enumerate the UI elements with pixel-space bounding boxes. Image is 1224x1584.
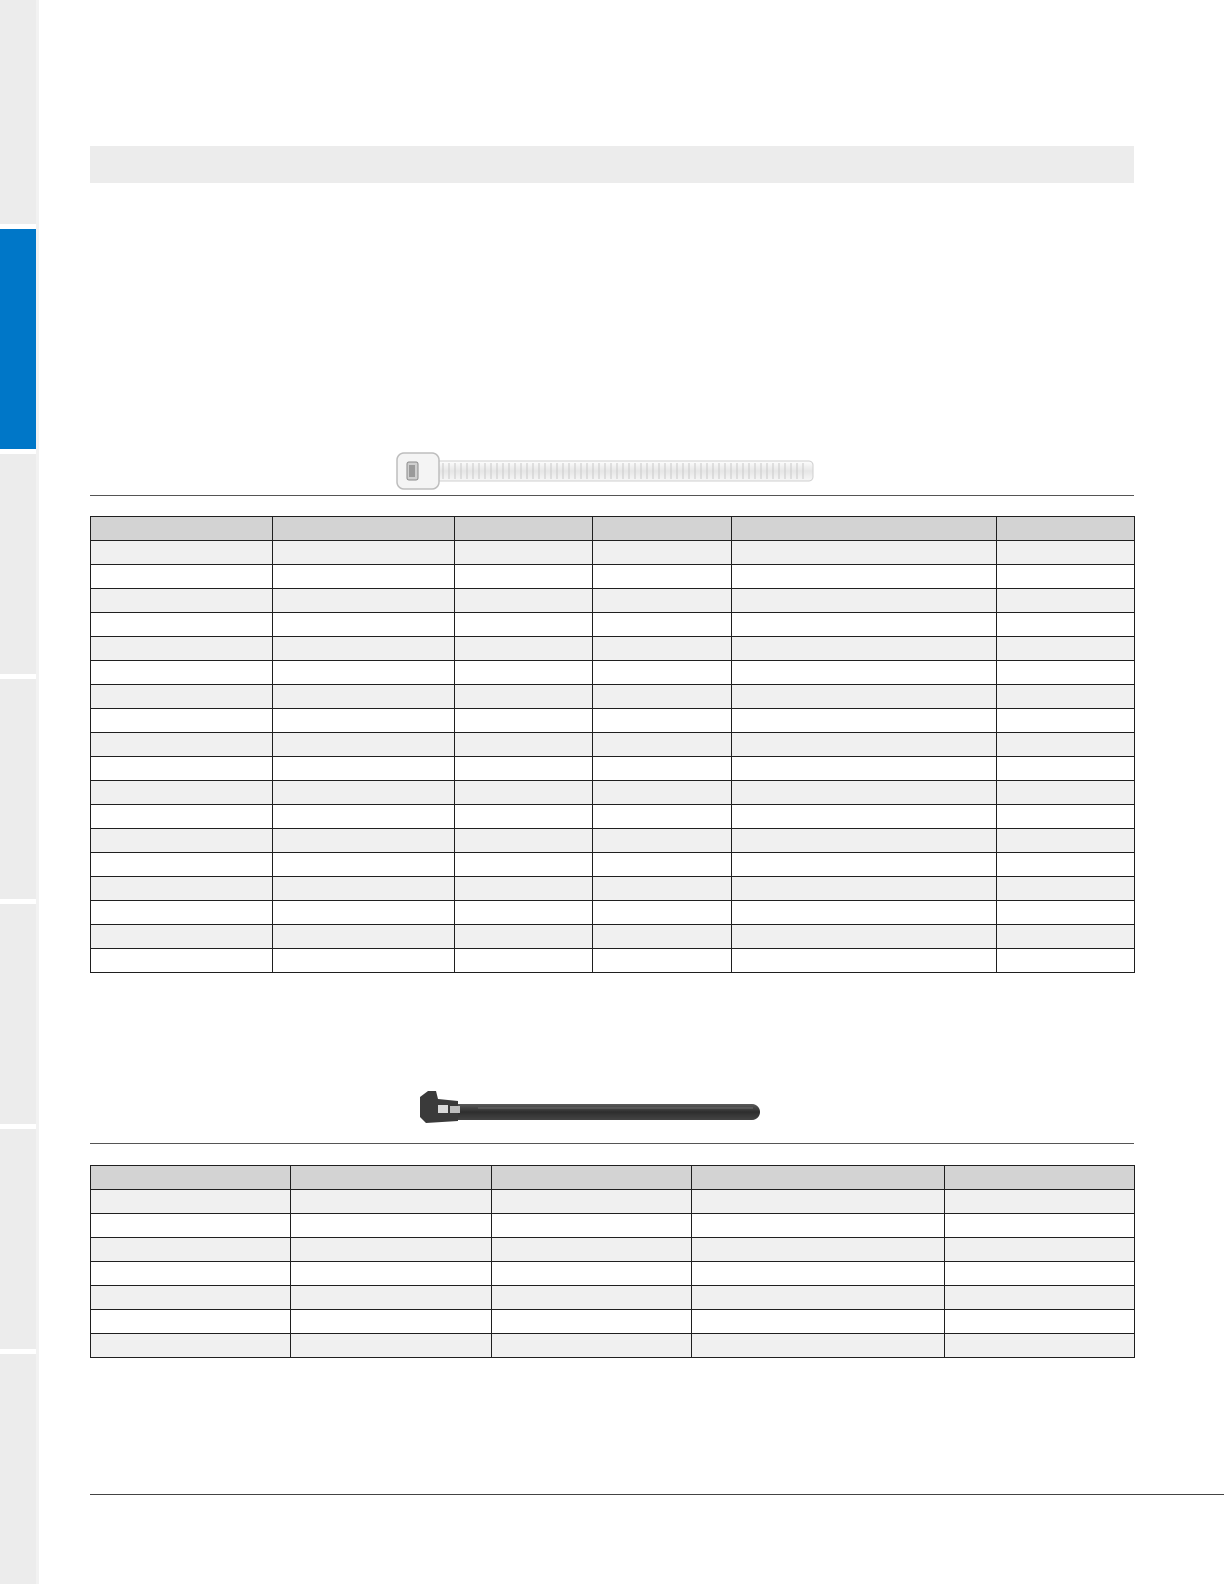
table-cell bbox=[273, 637, 455, 661]
table-cell bbox=[593, 877, 732, 901]
table-cell bbox=[997, 925, 1135, 949]
table-cell bbox=[997, 949, 1135, 973]
table-cell bbox=[997, 901, 1135, 925]
table-cell bbox=[997, 709, 1135, 733]
table-row bbox=[91, 781, 1135, 805]
table-cell bbox=[593, 685, 732, 709]
table-row bbox=[91, 829, 1135, 853]
table-cell bbox=[945, 1262, 1135, 1286]
column-header bbox=[492, 1166, 692, 1190]
table-row bbox=[91, 901, 1135, 925]
section-divider bbox=[90, 495, 1134, 496]
table-cell bbox=[273, 757, 455, 781]
table-cell bbox=[455, 733, 593, 757]
table-cell bbox=[91, 1190, 291, 1214]
table-cell bbox=[945, 1310, 1135, 1334]
table-cell bbox=[997, 877, 1135, 901]
table-cell bbox=[692, 1286, 945, 1310]
table-cell bbox=[945, 1238, 1135, 1262]
table-cell bbox=[593, 613, 732, 637]
table-cell bbox=[593, 829, 732, 853]
table-cell bbox=[91, 1238, 291, 1262]
table-cell bbox=[291, 1310, 492, 1334]
table-cell bbox=[997, 805, 1135, 829]
column-header bbox=[593, 517, 732, 541]
side-tab-edge bbox=[36, 0, 39, 1584]
column-header bbox=[291, 1166, 492, 1190]
table-row bbox=[91, 541, 1135, 565]
table-cell bbox=[91, 661, 273, 685]
table-cell bbox=[997, 613, 1135, 637]
table-cell bbox=[492, 1334, 692, 1358]
table-cell bbox=[997, 829, 1135, 853]
table-cell bbox=[91, 877, 273, 901]
table-cell bbox=[593, 805, 732, 829]
table-row bbox=[91, 877, 1135, 901]
table-cell bbox=[593, 733, 732, 757]
table-cell bbox=[273, 685, 455, 709]
table-cell bbox=[593, 637, 732, 661]
table-row bbox=[91, 1190, 1135, 1214]
column-header bbox=[455, 517, 593, 541]
table-cell bbox=[593, 781, 732, 805]
table-cell bbox=[692, 1238, 945, 1262]
table-cell bbox=[273, 877, 455, 901]
table-cell bbox=[455, 829, 593, 853]
table-cell bbox=[492, 1310, 692, 1334]
table-cell bbox=[997, 637, 1135, 661]
table-cell bbox=[732, 709, 997, 733]
table-cell bbox=[455, 589, 593, 613]
table-row bbox=[91, 805, 1135, 829]
table-cell bbox=[593, 565, 732, 589]
section-tab-4[interactable] bbox=[0, 679, 36, 899]
column-header bbox=[692, 1166, 945, 1190]
table-cell bbox=[91, 709, 273, 733]
section-tab-2[interactable] bbox=[0, 229, 36, 449]
white-cable-tie-image bbox=[395, 449, 820, 494]
table-cell bbox=[732, 901, 997, 925]
table-cell bbox=[273, 901, 455, 925]
table-row bbox=[91, 637, 1135, 661]
table-cell bbox=[455, 853, 593, 877]
table-cell bbox=[273, 589, 455, 613]
table-cell bbox=[732, 757, 997, 781]
table-cell bbox=[492, 1286, 692, 1310]
table-cell bbox=[455, 637, 593, 661]
table-cell bbox=[692, 1214, 945, 1238]
table-cell bbox=[692, 1190, 945, 1214]
table-cell bbox=[273, 565, 455, 589]
table-cell bbox=[945, 1334, 1135, 1358]
table-row bbox=[91, 949, 1135, 973]
table-cell bbox=[732, 733, 997, 757]
table-cell bbox=[91, 1310, 291, 1334]
section-tab-6[interactable] bbox=[0, 1129, 36, 1349]
table-cell bbox=[91, 589, 273, 613]
table-cell bbox=[91, 853, 273, 877]
table-cell bbox=[91, 1334, 291, 1358]
table-header-row bbox=[91, 517, 1135, 541]
column-header bbox=[91, 1166, 291, 1190]
table-cell bbox=[732, 637, 997, 661]
side-tab-strip bbox=[0, 0, 36, 1584]
table-cell bbox=[455, 757, 593, 781]
table-cell bbox=[291, 1238, 492, 1262]
table-cell bbox=[455, 565, 593, 589]
table-row bbox=[91, 1214, 1135, 1238]
table-cell bbox=[455, 901, 593, 925]
table-row bbox=[91, 853, 1135, 877]
table-cell bbox=[455, 925, 593, 949]
table-cell bbox=[91, 781, 273, 805]
table-cell bbox=[732, 853, 997, 877]
table-cell bbox=[732, 685, 997, 709]
table-cell bbox=[91, 637, 273, 661]
table-cell bbox=[455, 781, 593, 805]
table-cell bbox=[593, 541, 732, 565]
table-cell bbox=[91, 733, 273, 757]
table-cell bbox=[732, 805, 997, 829]
table-cell bbox=[455, 541, 593, 565]
table-cell bbox=[291, 1262, 492, 1286]
table-header-row bbox=[91, 1166, 1135, 1190]
table-cell bbox=[91, 1262, 291, 1286]
table-cell bbox=[455, 661, 593, 685]
table-cell bbox=[692, 1334, 945, 1358]
table-cell bbox=[91, 613, 273, 637]
table-row bbox=[91, 1262, 1135, 1286]
table-cell bbox=[291, 1190, 492, 1214]
table-cell bbox=[91, 1214, 291, 1238]
table-cell bbox=[91, 565, 273, 589]
table-cell bbox=[273, 805, 455, 829]
table-cell bbox=[593, 709, 732, 733]
footer-divider bbox=[90, 1494, 1224, 1495]
table-cell bbox=[455, 685, 593, 709]
table-cell bbox=[593, 589, 732, 613]
table-cell bbox=[732, 661, 997, 685]
table-cell bbox=[945, 1214, 1135, 1238]
table-cell bbox=[593, 661, 732, 685]
table-cell bbox=[945, 1286, 1135, 1310]
table-cell bbox=[732, 781, 997, 805]
table-row bbox=[91, 661, 1135, 685]
table-row bbox=[91, 757, 1135, 781]
table-cell bbox=[91, 805, 273, 829]
table-cell bbox=[692, 1310, 945, 1334]
table-cell bbox=[91, 925, 273, 949]
table-row bbox=[91, 925, 1135, 949]
table-cell bbox=[273, 829, 455, 853]
table-cell bbox=[997, 541, 1135, 565]
table-cell bbox=[997, 733, 1135, 757]
table-cell bbox=[492, 1238, 692, 1262]
table-cell bbox=[732, 925, 997, 949]
table-cell bbox=[732, 877, 997, 901]
table-cell bbox=[593, 757, 732, 781]
table-row bbox=[91, 685, 1135, 709]
table-cell bbox=[273, 925, 455, 949]
table-cell bbox=[455, 613, 593, 637]
table-cell bbox=[91, 1286, 291, 1310]
table-cell bbox=[455, 805, 593, 829]
section-tab-3[interactable] bbox=[0, 454, 36, 674]
table-cell bbox=[997, 589, 1135, 613]
table-row bbox=[91, 613, 1135, 637]
table-cell bbox=[291, 1214, 492, 1238]
releasable-tie-spec-table bbox=[90, 1165, 1135, 1358]
table-cell bbox=[593, 949, 732, 973]
table-cell bbox=[91, 541, 273, 565]
table-cell bbox=[455, 949, 593, 973]
table-cell bbox=[291, 1286, 492, 1310]
column-header bbox=[997, 517, 1135, 541]
table-cell bbox=[593, 925, 732, 949]
table-cell bbox=[997, 781, 1135, 805]
table-cell bbox=[273, 733, 455, 757]
black-releasable-cable-tie-image bbox=[418, 1089, 763, 1129]
table-cell bbox=[593, 901, 732, 925]
table-cell bbox=[492, 1214, 692, 1238]
table-cell bbox=[273, 709, 455, 733]
table-cell bbox=[273, 613, 455, 637]
table-cell bbox=[91, 901, 273, 925]
table-cell bbox=[91, 829, 273, 853]
table-row bbox=[91, 589, 1135, 613]
section-tab-1[interactable] bbox=[0, 0, 36, 224]
table-row bbox=[91, 1310, 1135, 1334]
table-cell bbox=[997, 685, 1135, 709]
table-row bbox=[91, 1286, 1135, 1310]
cable-tie-spec-table bbox=[90, 516, 1135, 973]
page-title-band bbox=[90, 146, 1134, 183]
section-divider bbox=[90, 1143, 1134, 1144]
table-cell bbox=[455, 709, 593, 733]
column-header bbox=[732, 517, 997, 541]
table-cell bbox=[997, 565, 1135, 589]
table-cell bbox=[732, 565, 997, 589]
table-cell bbox=[732, 829, 997, 853]
table-cell bbox=[593, 853, 732, 877]
table-cell bbox=[997, 853, 1135, 877]
table-row bbox=[91, 709, 1135, 733]
table-cell bbox=[91, 685, 273, 709]
table-cell bbox=[273, 949, 455, 973]
table-cell bbox=[692, 1262, 945, 1286]
column-header bbox=[91, 517, 273, 541]
table-cell bbox=[273, 661, 455, 685]
column-header bbox=[945, 1166, 1135, 1190]
table-cell bbox=[291, 1334, 492, 1358]
table-row bbox=[91, 565, 1135, 589]
table-cell bbox=[945, 1190, 1135, 1214]
table-cell bbox=[455, 877, 593, 901]
table-cell bbox=[997, 757, 1135, 781]
table-cell bbox=[997, 661, 1135, 685]
section-tab-5[interactable] bbox=[0, 904, 36, 1124]
table-cell bbox=[732, 613, 997, 637]
table-row bbox=[91, 1334, 1135, 1358]
table-row bbox=[91, 1238, 1135, 1262]
table-cell bbox=[91, 949, 273, 973]
table-row bbox=[91, 733, 1135, 757]
table-cell bbox=[492, 1190, 692, 1214]
table-cell bbox=[91, 757, 273, 781]
column-header bbox=[273, 517, 455, 541]
section-tab-7[interactable] bbox=[0, 1354, 36, 1584]
table-cell bbox=[273, 541, 455, 565]
table-cell bbox=[273, 853, 455, 877]
table-cell bbox=[492, 1262, 692, 1286]
table-cell bbox=[273, 781, 455, 805]
table-cell bbox=[732, 589, 997, 613]
table-cell bbox=[732, 949, 997, 973]
table-cell bbox=[732, 541, 997, 565]
